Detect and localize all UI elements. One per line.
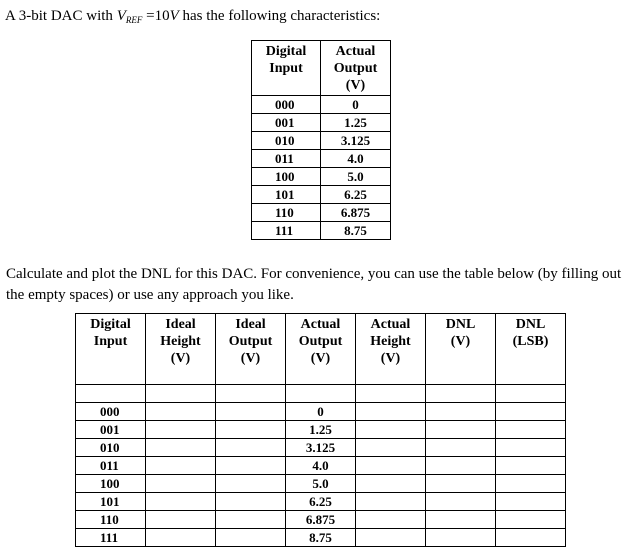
dnl-volts-cell[interactable] (426, 511, 496, 529)
vref-symbol: $V_{REF}$ (116, 8, 143, 25)
actual-height-cell (356, 385, 426, 403)
table-row (76, 475, 566, 493)
dnl-lsb-cell[interactable] (496, 511, 566, 529)
dnl-lsb-cell (496, 385, 566, 403)
actual-output-cell: 4.0 (286, 457, 356, 475)
table-row (76, 403, 566, 421)
dnl-lsb-cell[interactable] (496, 457, 566, 475)
ideal-height-cell[interactable] (146, 403, 216, 421)
intro-equals: =10 (142, 8, 170, 24)
table2-header-row (76, 314, 566, 385)
table-row (252, 186, 391, 204)
ideal-height-cell[interactable] (146, 493, 216, 511)
actual-output-cell: 3.125 (286, 439, 356, 457)
table-row (252, 150, 391, 168)
digital-input-cell: 110 (76, 511, 146, 529)
ideal-height-cell[interactable] (146, 511, 216, 529)
table-row (76, 439, 566, 457)
actual-output-cell: 5.0 (321, 168, 391, 186)
instruction-text: Calculate and plot the DNL for this DAC. For convenience, you can use the table below (by filling out the empty spaces) or use any approach you like. (6, 266, 622, 303)
table-row (252, 222, 391, 240)
vref-unit: V (169, 8, 179, 24)
table-row (252, 132, 391, 150)
header-dnl-volts: DNL (V) (426, 314, 496, 385)
ideal-output-cell[interactable] (216, 529, 286, 547)
ideal-height-cell[interactable] (146, 439, 216, 457)
dnl-lsb-cell[interactable] (496, 439, 566, 457)
dnl-calculation-table (75, 313, 566, 547)
ideal-output-cell[interactable] (216, 493, 286, 511)
ideal-output-cell[interactable] (216, 439, 286, 457)
dnl-volts-cell[interactable] (426, 493, 496, 511)
ideal-height-cell[interactable] (146, 475, 216, 493)
ideal-output-cell[interactable] (216, 475, 286, 493)
digital-input-cell: 101 (252, 186, 321, 204)
dnl-volts-cell[interactable] (426, 529, 496, 547)
header-actual-output: Actual Output (V) (286, 314, 356, 385)
ideal-output-cell[interactable] (216, 403, 286, 421)
dnl-volts-cell[interactable] (426, 457, 496, 475)
actual-output-cell (286, 385, 356, 403)
actual-height-cell[interactable] (356, 403, 426, 421)
actual-height-cell[interactable] (356, 475, 426, 493)
dnl-volts-cell[interactable] (426, 403, 496, 421)
dnl-volts-cell[interactable] (426, 475, 496, 493)
actual-height-cell[interactable] (356, 529, 426, 547)
dnl-volts-cell (426, 385, 496, 403)
intro-suffix: has the following characteristics: (178, 8, 381, 24)
table-row (252, 96, 391, 114)
actual-output-cell: 1.25 (321, 114, 391, 132)
problem-intro (5, 8, 380, 25)
digital-input-cell: 010 (76, 439, 146, 457)
actual-output-cell: 1.25 (286, 421, 356, 439)
table-row (252, 114, 391, 132)
actual-output-cell: 0 (321, 96, 391, 114)
header-dnl-lsb: DNL (LSB) (496, 314, 566, 385)
digital-input-cell: 110 (252, 204, 321, 222)
ideal-height-cell[interactable] (146, 421, 216, 439)
ideal-output-cell[interactable] (216, 457, 286, 475)
table-row (76, 385, 566, 403)
actual-output-cell: 6.25 (321, 186, 391, 204)
table-row (252, 204, 391, 222)
actual-height-cell[interactable] (356, 421, 426, 439)
digital-input-cell: 101 (76, 493, 146, 511)
dnl-volts-cell[interactable] (426, 421, 496, 439)
ideal-height-cell (146, 385, 216, 403)
digital-input-cell: 111 (252, 222, 321, 240)
dnl-lsb-cell[interactable] (496, 403, 566, 421)
table-row (76, 511, 566, 529)
actual-height-cell[interactable] (356, 457, 426, 475)
actual-height-cell[interactable] (356, 493, 426, 511)
header-digital-input: Digital Input (76, 314, 146, 385)
actual-output-cell: 6.875 (286, 511, 356, 529)
ideal-height-cell[interactable] (146, 457, 216, 475)
actual-output-cell: 4.0 (321, 150, 391, 168)
digital-input-cell: 100 (252, 168, 321, 186)
intro-prefix: A 3-bit DAC with (5, 8, 117, 24)
digital-input-cell: 100 (76, 475, 146, 493)
actual-output-cell: 8.75 (321, 222, 391, 240)
table1-header-row (252, 41, 391, 96)
header-actual-height: Actual Height (V) (356, 314, 426, 385)
dnl-lsb-cell[interactable] (496, 421, 566, 439)
dnl-lsb-cell[interactable] (496, 475, 566, 493)
dnl-volts-cell[interactable] (426, 439, 496, 457)
digital-input-cell: 001 (76, 421, 146, 439)
digital-input-cell: 001 (252, 114, 321, 132)
actual-output-cell: 0 (286, 403, 356, 421)
actual-height-cell[interactable] (356, 511, 426, 529)
actual-height-cell[interactable] (356, 439, 426, 457)
actual-output-cell: 8.75 (286, 529, 356, 547)
ideal-output-cell[interactable] (216, 421, 286, 439)
digital-input-cell (76, 385, 146, 403)
digital-input-cell: 000 (76, 403, 146, 421)
ideal-output-cell (216, 385, 286, 403)
table-row (76, 421, 566, 439)
ideal-output-cell[interactable] (216, 511, 286, 529)
header-ideal-output: Ideal Output (V) (216, 314, 286, 385)
dnl-lsb-cell[interactable] (496, 493, 566, 511)
table-row (76, 457, 566, 475)
dnl-lsb-cell[interactable] (496, 529, 566, 547)
actual-output-cell: 5.0 (286, 475, 356, 493)
table2-body (76, 385, 566, 547)
header-actual-output: Actual Output (V) (321, 41, 391, 96)
table-row (76, 493, 566, 511)
actual-output-cell: 6.25 (286, 493, 356, 511)
digital-input-cell: 000 (252, 96, 321, 114)
table-row (252, 168, 391, 186)
digital-input-cell: 011 (252, 150, 321, 168)
header-ideal-height: Ideal Height (V) (146, 314, 216, 385)
dac-characteristics-table (251, 40, 391, 240)
ideal-height-cell[interactable] (146, 529, 216, 547)
actual-output-cell: 6.875 (321, 204, 391, 222)
digital-input-cell: 111 (76, 529, 146, 547)
digital-input-cell: 011 (76, 457, 146, 475)
digital-input-cell: 010 (252, 132, 321, 150)
header-digital-input: Digital Input (252, 41, 321, 96)
table-row (76, 529, 566, 547)
actual-output-cell: 3.125 (321, 132, 391, 150)
